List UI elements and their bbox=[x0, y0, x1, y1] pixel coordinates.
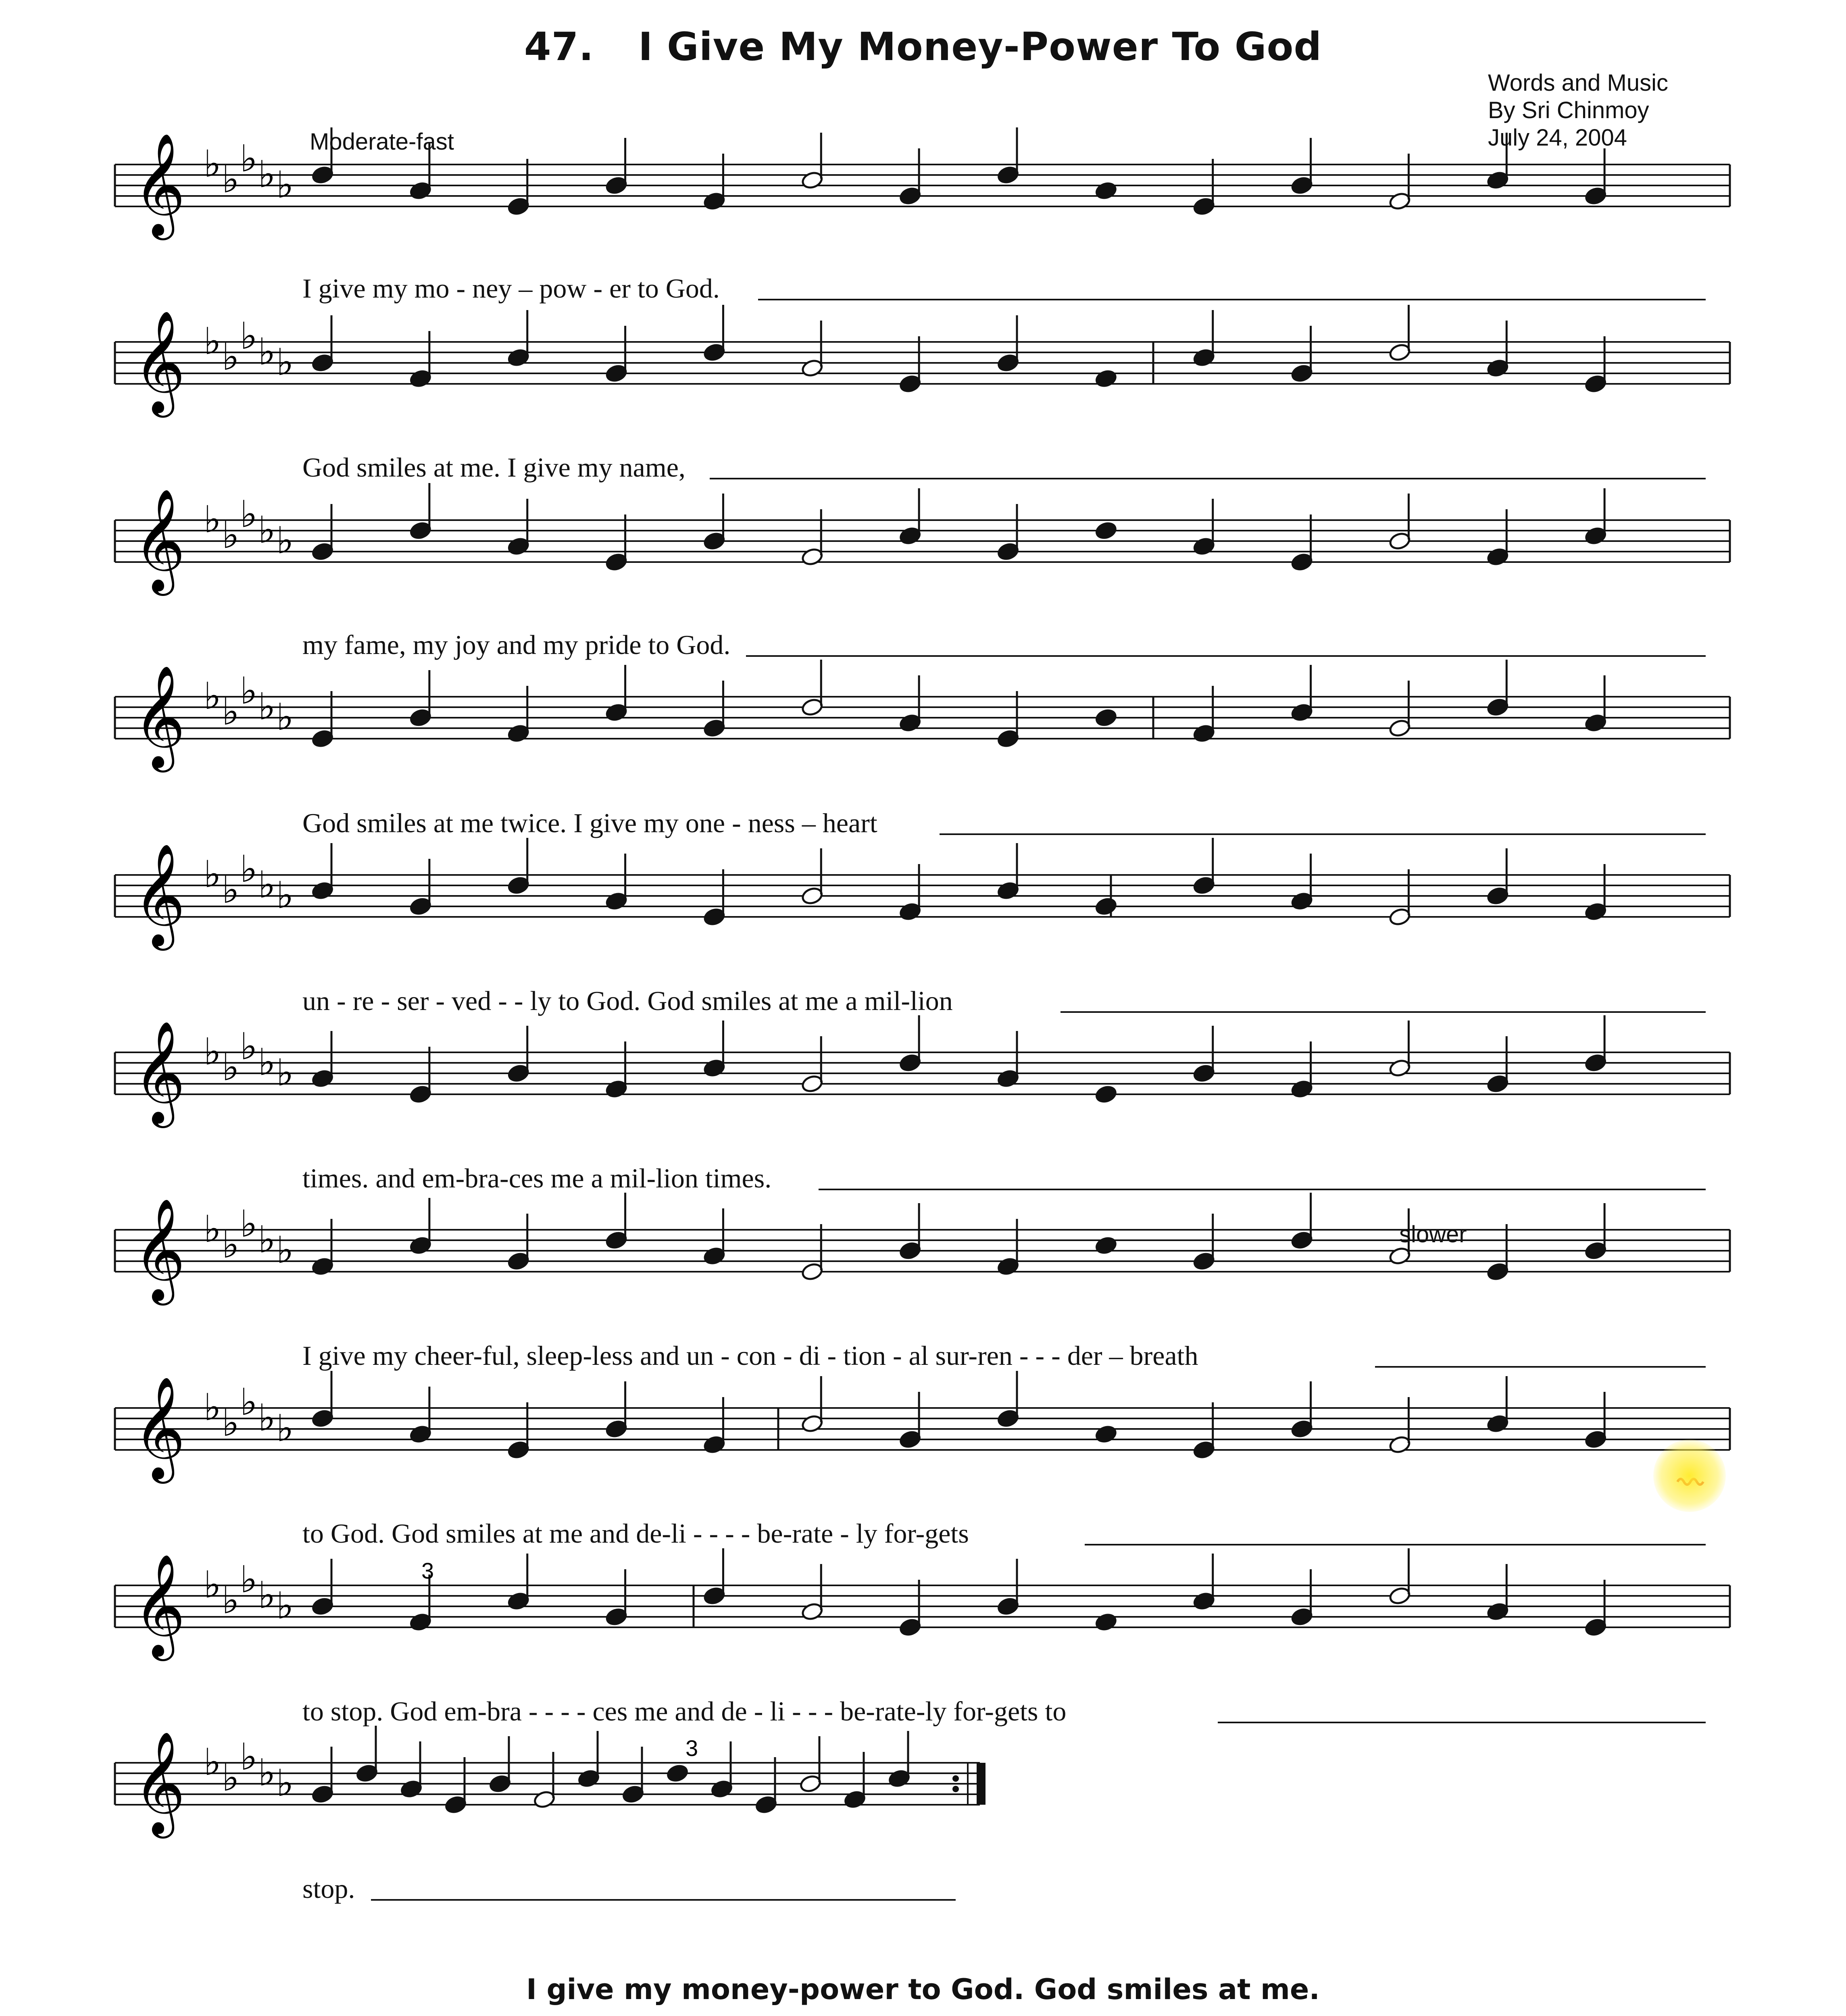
flat-icon: ♭ bbox=[258, 1574, 276, 1617]
flat-icon: ♭ bbox=[204, 1741, 221, 1784]
lyrics-text-block bbox=[0, 1966, 1846, 2016]
flat-icon: ♭ bbox=[240, 1381, 258, 1424]
lyric-line: to God. God smiles at me and de-li - - - - be-rate - ly for-gets bbox=[302, 1518, 969, 1549]
flat-icon: ♭ bbox=[240, 1025, 258, 1068]
credits-line-2: By Sri Chinmoy bbox=[1488, 97, 1649, 123]
note-head bbox=[1094, 897, 1117, 916]
triplet-mark: 3 bbox=[685, 1735, 698, 1761]
flat-icon: ♭ bbox=[276, 341, 294, 384]
note-head bbox=[1094, 1236, 1117, 1255]
note-head bbox=[1094, 708, 1117, 727]
triplet-mark: 3 bbox=[421, 1558, 434, 1583]
flat-icon: ♭ bbox=[276, 874, 294, 917]
flat-icon: ♭ bbox=[204, 1386, 221, 1429]
staff-system bbox=[115, 1726, 986, 1904]
flat-icon: ♭ bbox=[258, 1218, 276, 1261]
flat-icon: ♭ bbox=[222, 158, 240, 201]
flat-icon: ♭ bbox=[204, 853, 221, 896]
staff-system bbox=[115, 838, 1730, 1016]
repeat-dot bbox=[952, 1786, 959, 1792]
flat-icon: ♭ bbox=[240, 1202, 258, 1245]
flat-icon: ♭ bbox=[276, 696, 294, 739]
flat-icon: ♭ bbox=[258, 508, 276, 552]
flat-icon: ♭ bbox=[240, 493, 258, 536]
lyric-line: my fame, my joy and my pride to God. bbox=[302, 629, 731, 660]
note-head bbox=[1094, 369, 1117, 388]
treble-clef-icon: 𝄞 bbox=[133, 132, 186, 235]
note-head bbox=[1094, 181, 1117, 200]
note-head bbox=[1094, 1425, 1117, 1444]
flat-icon: ♭ bbox=[258, 153, 276, 196]
repeat-dot bbox=[952, 1775, 959, 1782]
treble-clef-icon: 𝄞 bbox=[133, 664, 186, 768]
flat-icon: ♭ bbox=[276, 1229, 294, 1272]
flat-icon: ♭ bbox=[258, 1041, 276, 1084]
flat-icon: ♭ bbox=[222, 1579, 240, 1622]
treble-clef-icon: 𝄞 bbox=[133, 1731, 186, 1834]
lyric-line: un - re - ser - ved - - ly to God. God smiles at me a mil-lion bbox=[302, 985, 953, 1016]
flat-icon: ♭ bbox=[204, 1208, 221, 1251]
flat-icon: ♭ bbox=[204, 320, 221, 363]
lyric-line: God smiles at me twice. I give my one - ness – heart bbox=[302, 808, 877, 838]
flat-icon: ♭ bbox=[276, 1584, 294, 1627]
lyric-line: stop. bbox=[302, 1873, 355, 1904]
flat-icon: ♭ bbox=[276, 1051, 294, 1094]
flat-icon: ♭ bbox=[276, 1407, 294, 1450]
flat-icon: ♭ bbox=[204, 1563, 221, 1606]
flat-icon: ♭ bbox=[222, 514, 240, 557]
flat-icon: ♭ bbox=[240, 1735, 258, 1779]
note-head bbox=[1094, 1085, 1117, 1104]
treble-clef-icon: 𝄞 bbox=[133, 488, 186, 591]
treble-clef-icon: 𝄞 bbox=[133, 310, 186, 413]
flat-icon: ♭ bbox=[276, 163, 294, 206]
flat-icon: ♭ bbox=[276, 1762, 294, 1805]
flat-icon: ♭ bbox=[276, 519, 294, 562]
flat-icon: ♭ bbox=[258, 863, 276, 906]
staff-system bbox=[115, 660, 1730, 838]
lyric-line: I give my mo - ney – pow - er to God. bbox=[302, 273, 720, 304]
song-number: 47. bbox=[524, 24, 594, 69]
flat-icon: ♭ bbox=[258, 1396, 276, 1439]
flat-icon: ♭ bbox=[240, 669, 258, 712]
staff-system bbox=[115, 1193, 1730, 1371]
flat-icon: ♭ bbox=[204, 675, 221, 718]
flat-icon: ♭ bbox=[240, 1558, 258, 1601]
flat-icon: ♭ bbox=[240, 848, 258, 891]
flat-icon: ♭ bbox=[204, 142, 221, 185]
lyric-line: I give my cheer-ful, sleep-less and un - con - di - tion - al sur-ren - - - der – breath bbox=[302, 1340, 1198, 1371]
highlight-mark-score bbox=[1653, 1439, 1726, 1512]
staff-system bbox=[115, 127, 1730, 304]
flat-icon: ♭ bbox=[222, 1223, 240, 1266]
treble-clef-icon: 𝄞 bbox=[133, 1376, 186, 1479]
flat-icon: ♭ bbox=[258, 330, 276, 373]
staff-system bbox=[115, 1015, 1730, 1193]
staff-system bbox=[115, 483, 1730, 660]
flat-icon: ♭ bbox=[222, 1046, 240, 1089]
flat-icon: ♭ bbox=[222, 868, 240, 912]
note-head bbox=[1094, 1612, 1117, 1632]
slower-marking: slower bbox=[1399, 1221, 1467, 1248]
staff-system bbox=[115, 1371, 1730, 1549]
final-barline bbox=[977, 1763, 986, 1805]
note-head bbox=[666, 1764, 689, 1783]
flat-icon: ♭ bbox=[204, 498, 221, 541]
flat-icon: ♭ bbox=[258, 1751, 276, 1794]
lyrics-line bbox=[0, 2013, 1846, 2016]
flat-icon: ♭ bbox=[204, 1030, 221, 1073]
treble-clef-icon: 𝄞 bbox=[133, 1553, 186, 1656]
staff-system bbox=[115, 1548, 1730, 1727]
flat-icon: ♭ bbox=[240, 137, 258, 180]
flat-icon: ♭ bbox=[240, 314, 258, 358]
credits-line-1: Words and Music bbox=[1488, 70, 1668, 96]
flat-icon: ♭ bbox=[222, 335, 240, 379]
credits-line-3: July 24, 2004 bbox=[1488, 125, 1627, 151]
lyric-line: God smiles at me. I give my name, bbox=[302, 452, 685, 483]
song-title-text: I Give My Money-Power To God bbox=[638, 24, 1322, 69]
note-head bbox=[1094, 521, 1117, 540]
lyric-line: times. and em-bra-ces me a mil-lion times. bbox=[302, 1163, 772, 1193]
treble-clef-icon: 𝄞 bbox=[133, 1020, 186, 1123]
tempo-marking: Moderate-fast bbox=[310, 129, 454, 155]
lyric-line: to stop. God em-bra - - - - ces me and de - li - - - be-rate-ly for-gets to bbox=[302, 1696, 1067, 1727]
flat-icon: ♭ bbox=[222, 690, 240, 733]
flat-icon: ♭ bbox=[222, 1756, 240, 1799]
treble-clef-icon: 𝄞 bbox=[133, 843, 186, 946]
staff-system bbox=[115, 305, 1730, 483]
flat-icon: ♭ bbox=[258, 685, 276, 728]
lyrics-line: I give my money-power to God. God smiles at me. bbox=[526, 1973, 1320, 2006]
flat-icon: ♭ bbox=[222, 1402, 240, 1445]
treble-clef-icon: 𝄞 bbox=[133, 1198, 186, 1301]
